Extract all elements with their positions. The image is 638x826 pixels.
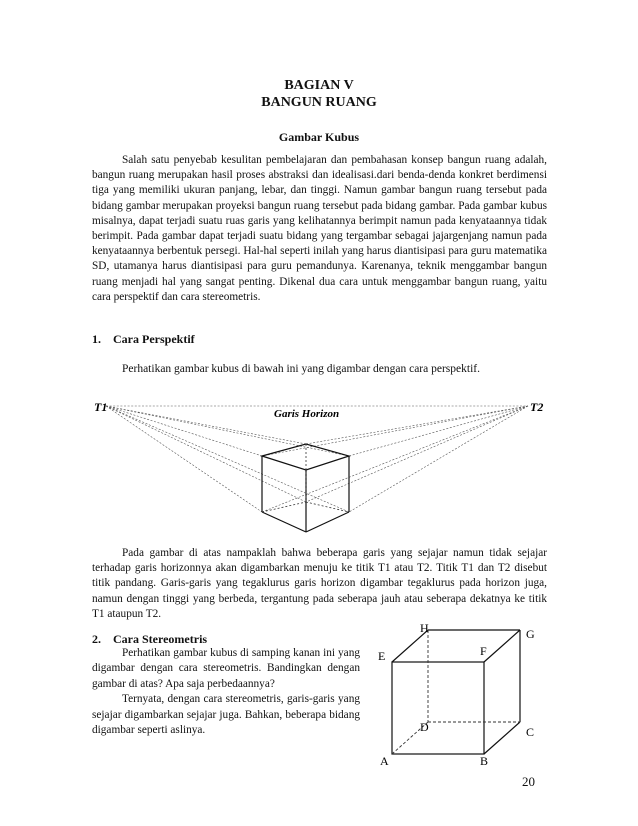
part-title: BAGIAN V (284, 78, 354, 93)
section-2-heading: 2. Cara Stereometris (92, 632, 208, 646)
perspective-cube-figure (80, 392, 560, 542)
intro-paragraph: Salah satu penyebab kesulitan pembelajaran dan pembahasan konsep bangun ruang adalah, bangun ruang merupakan hasil proses abstraksi dan idealisasi.dari benda-denda konkret berdimensi tiga yang memiliki ukuran panjang, lebar, dan tinggi. Namun gambar bangun ruang tersebut pada bidang gambar merupakan proyeksi bangun ruang tersebut pada bidang gambar. Pada gambar kubus misalnya, dapat terjadi suatu ruas garis yang kelihatannya berimpit namun pada kenyataannya tidak berimpit. Pada gambar dapat terjadi suatu bidang yang tergambar sebagai jajargenjang namun pada kenyataannya berbentuk persegi. Hal-hal seperti inilah yang harus diantisipasi para guru matematika SD, utamanya harus diantisipasi para guru pemandunya. Karenanya, teknik menggambar bangun ruang menjadi hal yang sangat penting. Dikenal dua cara untuk menggambar bangun ruang, yaitu cara perspektif dan cara stereometris. (92, 154, 547, 303)
vertex-label-c: C (526, 725, 535, 739)
t2-label: T2 (530, 400, 544, 414)
stereometric-cube-figure (370, 618, 550, 768)
section-1-heading: 1. Cara Perspektif (92, 332, 195, 346)
vertex-label-e: E (378, 649, 386, 663)
vertex-label-g: G (526, 627, 535, 641)
section-1-intro: Perhatikan gambar kubus di bawah ini yang digambar dengan cara perspektif. (122, 363, 480, 375)
vertex-label-a: A (380, 754, 389, 768)
vertex-label-d: D (420, 720, 429, 734)
vanishing-lines (106, 406, 528, 512)
stereometric-cube (392, 630, 520, 754)
section-2-paragraph-1: Perhatikan gambar kubus di samping kanan ini yang digambar dengan cara stereometris. Bandingkan dengan gambar di atas? Apa saja perbedaannya? (92, 647, 360, 690)
t1-label: T1 (94, 400, 108, 414)
perspective-cube (262, 444, 349, 532)
vertex-label-h: H (420, 621, 429, 635)
section-1-paragraph: Pada gambar di atas nampaklah bahwa beberapa garis yang sejajar namun tidak sejajar terhadap garis horizonnya akan digambarkan menuju ke titik T1 atau T2. Titik T1 dan T2 disebut titik pandang. Garis-garis yang tegaklurus garis horizon digambar tegaklurus pada horizon juga, namun dengan tinggi yang berbeda, tergantung pada seberapa jauh atau seberapa dekatnya ke titik T1 ataupun T2. (92, 547, 547, 620)
vertex-label-f: F (480, 644, 487, 658)
section-subtitle: Gambar Kubus (278, 130, 360, 144)
section-2-paragraph-2: Ternyata, dengan cara stereometris, garis-garis yang sejajar digambarkan sejajar juga. Bahkan, beberapa bidang digambar seperti aslinya. (92, 693, 360, 737)
horizon-label: Garis Horizon (274, 408, 340, 420)
stereometric-hidden-edges (392, 630, 520, 754)
section-2-text (92, 646, 360, 738)
chapter-title: BANGUN RUANG (261, 95, 377, 110)
page-number: 20 (522, 774, 535, 789)
vertex-label-b: B (480, 754, 489, 768)
